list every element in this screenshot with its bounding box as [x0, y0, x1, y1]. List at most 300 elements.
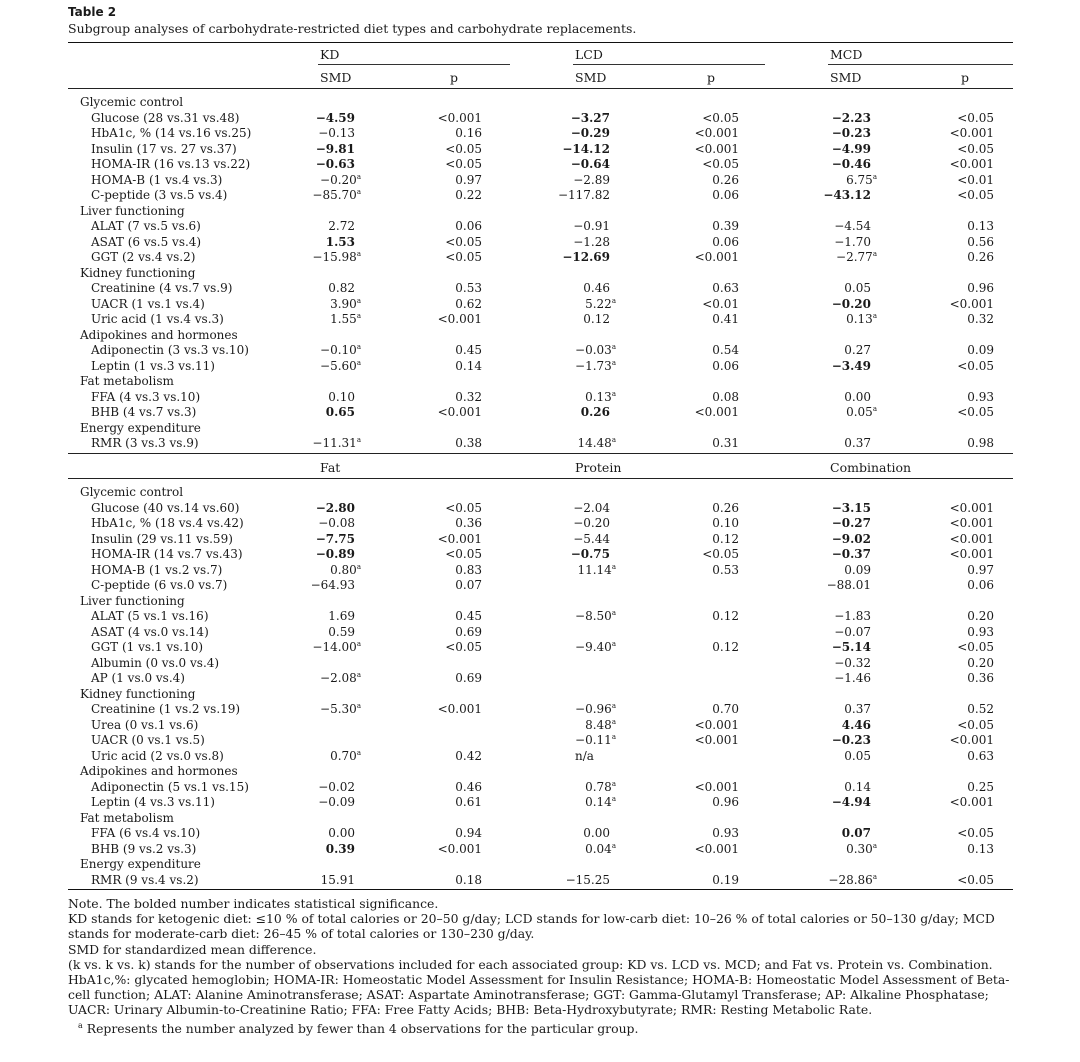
- p-value: 0.63: [967, 748, 994, 763]
- smd-value: −9.81: [315, 141, 355, 156]
- smd-value: −9.40$^a$: [575, 640, 616, 654]
- footnote-marker: a: [611, 436, 616, 444]
- row-label: HbA1c, % (18 vs.4 vs.42): [91, 516, 244, 530]
- section-heading: Energy expenditure: [80, 420, 201, 435]
- row-label: Creatinine (1 vs.2 vs.19): [91, 702, 241, 716]
- smd-value: 0.37: [844, 436, 871, 450]
- note-observation-counts: (k vs. k vs. k) stands for the number of observations included for each associated group: KD vs. LCD vs. MCD; and Fat vs. Protein vs. Combination.: [68, 956, 993, 972]
- p-value: 0.39: [712, 219, 739, 233]
- p-value: 0.18: [455, 872, 482, 887]
- p-value: 0.56: [967, 234, 994, 249]
- p-value: 0.96: [712, 795, 739, 809]
- p-value: <0.05: [445, 157, 482, 171]
- smd-value: 1.69: [328, 609, 355, 623]
- p-value: 0.22: [455, 188, 482, 202]
- row-label: Adiponectin (3 vs.3 vs.10): [91, 343, 249, 357]
- row-label: FFA (4 vs.3 vs.10): [91, 389, 201, 404]
- p-value: <0.05: [445, 234, 482, 249]
- smd-value: −9.02: [831, 531, 871, 546]
- row-label: HOMA-B (1 vs.4 vs.3): [91, 172, 223, 187]
- row-label: HbA1c, % (14 vs.16 vs.25): [91, 126, 252, 140]
- p-value: 0.06: [967, 578, 994, 592]
- p-value: <0.001: [437, 841, 482, 856]
- p-value: <0.001: [949, 795, 994, 809]
- footnote-a: [68, 1018, 1014, 1036]
- smd-value: −1.70: [834, 234, 871, 249]
- smd-value: 0.26: [580, 405, 610, 419]
- p-value: 0.70: [712, 702, 739, 716]
- footnote-marker: a: [872, 872, 877, 881]
- smd-value: −0.07: [834, 624, 871, 639]
- p-value: 0.62: [455, 296, 482, 311]
- smd-value: n/a: [575, 748, 594, 763]
- p-value: <0.05: [957, 188, 994, 202]
- mid-rule: [68, 453, 1013, 454]
- row-label: Glucose (40 vs.14 vs.60): [91, 500, 240, 515]
- smd-value: −0.46: [831, 157, 871, 171]
- footnote-marker: a: [356, 296, 361, 305]
- p-value: 0.13: [967, 219, 994, 233]
- note-bold: Note. The bolded number indicates statistical significance.: [68, 896, 439, 911]
- smd-value: −0.29: [570, 126, 610, 140]
- p-value: <0.05: [957, 717, 994, 732]
- group-header-fat: Fat: [320, 460, 341, 475]
- p-value: 0.06: [712, 358, 739, 373]
- group-header-mcd: MCD: [830, 47, 863, 62]
- col-label-smd: SMD: [575, 70, 607, 85]
- p-value: <0.05: [957, 405, 994, 419]
- group-rule-kd: [318, 64, 510, 65]
- row-label: BHB (9 vs.2 vs.3): [91, 841, 197, 856]
- row-label: UACR (1 vs.1 vs.4): [91, 296, 205, 311]
- p-value: <0.05: [957, 872, 994, 887]
- smd-value: 1.53: [325, 234, 355, 249]
- p-value: <0.001: [694, 141, 739, 156]
- footnote-marker: a: [356, 671, 361, 679]
- smd-value: 8.48$^a$: [585, 717, 616, 732]
- p-value: <0.001: [949, 733, 994, 747]
- smd-value: −0.96$^a$: [575, 702, 616, 716]
- footnote-marker: a: [356, 172, 361, 181]
- row-label: ASAT (4 vs.0 vs.14): [91, 624, 209, 639]
- smd-value: −0.64: [570, 157, 610, 171]
- p-value: 0.36: [967, 671, 994, 685]
- p-value: 0.06: [712, 234, 739, 249]
- row-label: Albumin (0 vs.0 vs.4): [91, 655, 220, 670]
- p-value: <0.01: [702, 296, 739, 311]
- p-value: 0.53: [712, 562, 739, 577]
- footnote-marker: a: [872, 250, 877, 258]
- p-value: <0.05: [445, 500, 482, 515]
- row-label: GGT (2 vs.4 vs.2): [91, 250, 196, 264]
- row-label: GGT (1 vs.1 vs.10): [91, 640, 204, 654]
- row-label: Insulin (29 vs.11 vs.59): [91, 531, 233, 546]
- group-header-protein: Protein: [575, 460, 622, 475]
- p-value: 0.16: [455, 126, 482, 140]
- footnote-marker: a: [78, 1020, 83, 1030]
- footnote-marker: a: [611, 733, 616, 741]
- smd-value: −1.73$^a$: [575, 358, 616, 373]
- smd-value: −3.27: [570, 110, 610, 125]
- smd-value: −88.01: [826, 578, 871, 592]
- group-header-combination: Combination: [830, 460, 912, 475]
- smd-value: 0.59: [328, 624, 355, 639]
- row-label: Urea (0 vs.1 vs.6): [91, 717, 199, 732]
- table-caption: Subgroup analyses of carbohydrate-restricted diet types and carbohydrate replacements.: [68, 21, 637, 36]
- smd-value: 0.70$^a$: [330, 748, 361, 763]
- p-value: 0.13: [967, 841, 994, 856]
- row-label: AP (1 vs.0 vs.4): [91, 671, 185, 685]
- smd-value: −0.89: [315, 547, 355, 561]
- smd-value: 0.65: [325, 405, 355, 419]
- smd-value: 14.48$^a$: [577, 436, 616, 450]
- p-value: <0.001: [949, 157, 994, 171]
- smd-value: −7.75: [315, 531, 355, 546]
- smd-value: −4.54: [834, 219, 871, 233]
- smd-value: −43.12: [823, 188, 871, 202]
- smd-value: 0.07: [841, 826, 871, 840]
- section-heading: Fat metabolism: [80, 374, 174, 388]
- p-value: <0.001: [949, 500, 994, 515]
- group-header-kd: KD: [320, 47, 340, 62]
- smd-value: −12.69: [562, 250, 610, 264]
- table-notes: [68, 896, 1014, 1036]
- row-label: Insulin (17 vs. 27 vs.37): [91, 141, 237, 156]
- col-label-smd: SMD: [320, 70, 352, 85]
- col-label-p: p: [450, 70, 459, 85]
- row-label: RMR (9 vs.4 vs.2): [91, 872, 199, 887]
- p-value: <0.001: [949, 547, 994, 561]
- smd-value: 2.72: [328, 219, 355, 233]
- row-label: Glucose (28 vs.31 vs.48): [91, 110, 240, 125]
- smd-value: −64.93: [310, 578, 355, 592]
- smd-value: −1.28: [573, 234, 610, 249]
- smd-value: −28.86$^a$: [828, 872, 877, 887]
- footnote-marker: a: [356, 358, 361, 367]
- col-label-p: p: [961, 70, 970, 85]
- section-heading: Energy expenditure: [80, 857, 201, 871]
- smd-value: −0.09: [318, 795, 355, 809]
- footnote-marker: a: [356, 188, 361, 196]
- row-label: Uric acid (1 vs.4 vs.3): [91, 312, 224, 326]
- p-value: 0.26: [967, 250, 994, 264]
- smd-value: −0.91: [573, 219, 610, 233]
- p-value: <0.001: [694, 250, 739, 264]
- smd-value: 1.55$^a$: [330, 312, 361, 326]
- row-label: Adiponectin (5 vs.1 vs.15): [91, 779, 249, 794]
- footnote-marker: a: [872, 405, 877, 413]
- smd-value: −5.30$^a$: [320, 702, 361, 716]
- p-value: 0.53: [455, 281, 482, 295]
- section-heading: Fat metabolism: [80, 810, 174, 825]
- p-value: 0.12: [712, 640, 739, 654]
- p-value: <0.001: [694, 717, 739, 732]
- footnote-marker: a: [611, 717, 616, 726]
- section-heading: Adipokines and hormones: [80, 327, 238, 342]
- row-label: ALAT (7 vs.5 vs.6): [91, 219, 201, 233]
- smd-value: −2.04: [573, 500, 610, 515]
- smd-value: −15.25: [565, 872, 610, 887]
- table-title: Table 2: [68, 5, 117, 19]
- smd-value: −14.00$^a$: [312, 640, 361, 654]
- footnote-marker: a: [356, 748, 361, 757]
- p-value: 0.93: [967, 389, 994, 404]
- row-label: C-peptide (6 vs.0 vs.7): [91, 578, 228, 592]
- p-value: <0.001: [437, 531, 482, 546]
- smd-value: 0.05$^a$: [846, 405, 877, 419]
- smd-value: −0.37: [831, 547, 871, 561]
- footnote-marker: a: [611, 358, 616, 367]
- smd-value: −2.80: [315, 500, 355, 515]
- p-value: 0.54: [712, 343, 739, 357]
- row-label: ASAT (6 vs.5 vs.4): [91, 234, 202, 249]
- row-label: Uric acid (2 vs.0 vs.8): [91, 748, 224, 763]
- p-value: <0.05: [445, 547, 482, 561]
- smd-value: −117.82: [557, 188, 610, 202]
- col-label-smd: SMD: [830, 70, 862, 85]
- p-value: 0.32: [455, 389, 482, 404]
- footnote-marker: a: [611, 296, 616, 305]
- p-value: <0.001: [437, 405, 482, 419]
- smd-value: 0.14$^a$: [585, 795, 616, 809]
- p-value: 0.06: [455, 219, 482, 233]
- p-value: 0.94: [455, 826, 482, 840]
- p-value: <0.05: [445, 141, 482, 156]
- smd-value: −0.20: [573, 516, 610, 530]
- smd-value: 0.80$^a$: [330, 562, 361, 577]
- smd-value: −0.32: [834, 655, 871, 670]
- top-rule: [68, 42, 1013, 43]
- footnote-marker: a: [356, 702, 361, 710]
- smd-value: 0.14: [844, 779, 871, 794]
- header-rule: [68, 88, 1013, 89]
- smd-value: −4.59: [315, 110, 355, 125]
- p-value: 0.98: [967, 436, 994, 450]
- smd-value: −2.89: [573, 172, 610, 187]
- row-label: BHB (4 vs.7 vs.3): [91, 405, 197, 419]
- smd-value: −3.49: [831, 358, 871, 373]
- footnote-marker: a: [356, 312, 361, 320]
- smd-value: −3.15: [831, 500, 871, 515]
- group-header-lcd: LCD: [575, 47, 603, 62]
- footnote-marker: a: [611, 841, 616, 850]
- footnote-marker: a: [872, 841, 877, 850]
- p-value: <0.05: [702, 547, 739, 561]
- footnote-marker: a: [872, 312, 877, 320]
- p-value: 0.69: [455, 671, 482, 685]
- p-value: 0.26: [712, 172, 739, 187]
- section-heading: Kidney functioning: [80, 686, 196, 701]
- group-rule-lcd: [573, 64, 765, 65]
- p-value: 0.31: [712, 436, 739, 450]
- footnote-marker: a: [611, 702, 616, 710]
- footnote-marker: a: [356, 250, 361, 258]
- smd-value: −2.08$^a$: [320, 671, 361, 685]
- panel2-header-rule: [68, 478, 1013, 479]
- p-value: 0.83: [455, 562, 482, 577]
- p-value: 0.20: [967, 655, 994, 670]
- footnote-marker: a: [611, 389, 616, 398]
- footnote-marker: a: [356, 640, 361, 648]
- p-value: 0.93: [967, 624, 994, 639]
- row-label: HOMA-IR (16 vs.13 vs.22): [91, 157, 251, 171]
- p-value: <0.001: [437, 312, 482, 326]
- row-label: HOMA-B (1 vs.2 vs.7): [91, 562, 223, 577]
- smd-value: 0.05: [844, 281, 871, 295]
- note-abbreviations: HbA1c,%: glycated hemoglobin; HOMA-IR: Homeostatic Model Assessment for Insulin Resistance; HOMA-B: Homeostatic Model Assessment of Beta-cell function; ALAT: Alanine Aminotransferase; ASAT: Aspartate Aminotransferase; GGT: Gamma-Glutamyl Transferase; AP: Alkaline Phosphatase; UACR: Urinary Albumin-to-Creatinine Ratio; FFA: Free Fatty Acids; BHB: Beta-Hydroxybutyrate; RMR: Resting Metabolic Rate.: [68, 972, 1010, 1018]
- p-value: 0.52: [967, 702, 994, 716]
- p-value: <0.05: [702, 157, 739, 171]
- p-value: 0.36: [455, 516, 482, 530]
- smd-value: −5.14: [831, 640, 871, 654]
- footnote-marker: a: [611, 609, 616, 617]
- smd-value: −2.23: [831, 110, 871, 125]
- smd-value: 0.00: [583, 826, 610, 840]
- p-value: 0.07: [455, 578, 482, 592]
- p-value: <0.001: [949, 126, 994, 140]
- p-value: 0.14: [455, 358, 482, 373]
- footnote-marker: a: [611, 343, 616, 351]
- p-value: 0.46: [455, 779, 482, 794]
- p-value: <0.001: [949, 296, 994, 311]
- p-value: <0.05: [445, 250, 482, 264]
- smd-value: −0.20$^a$: [320, 172, 361, 187]
- smd-value: −4.99: [831, 141, 871, 156]
- smd-value: 4.46: [841, 717, 871, 732]
- p-value: <0.001: [949, 531, 994, 546]
- footnote-text: Represents the number analyzed by fewer than 4 observations for the particular group.: [86, 1020, 639, 1036]
- row-label: Leptin (4 vs.3 vs.11): [91, 795, 215, 809]
- smd-value: −8.50$^a$: [575, 609, 616, 623]
- p-value: 0.97: [967, 562, 994, 577]
- smd-value: 0.09: [844, 562, 871, 577]
- p-value: <0.05: [702, 110, 739, 125]
- smd-value: −0.10$^a$: [320, 343, 361, 357]
- p-value: <0.05: [445, 640, 482, 654]
- p-value: <0.001: [437, 110, 482, 125]
- p-value: 0.09: [967, 343, 994, 357]
- col-label-p: p: [707, 70, 716, 85]
- smd-value: 0.04$^a$: [585, 841, 616, 856]
- section-heading: Liver functioning: [80, 593, 185, 608]
- smd-value: 0.37: [844, 702, 871, 716]
- smd-value: 0.10: [328, 389, 355, 404]
- smd-value: −4.94: [831, 795, 871, 809]
- smd-value: −0.13: [318, 126, 355, 140]
- p-value: 0.20: [967, 609, 994, 623]
- row-label: RMR (3 vs.3 vs.9): [91, 436, 199, 450]
- footnote-marker: a: [611, 640, 616, 648]
- smd-value: −0.02: [318, 779, 355, 794]
- footnote-marker: a: [356, 436, 361, 444]
- footnote-marker: a: [611, 562, 616, 571]
- section-heading: Adipokines and hormones: [80, 764, 238, 778]
- p-value: 0.38: [455, 436, 482, 450]
- section-heading: Glycemic control: [80, 485, 184, 499]
- note-smd: SMD for standardized mean difference.: [68, 941, 317, 957]
- smd-value: 0.30$^a$: [846, 841, 877, 856]
- smd-value: −1.46: [834, 671, 871, 685]
- footnote-marker: a: [611, 779, 616, 788]
- p-value: 0.96: [967, 281, 994, 295]
- smd-value: −0.03$^a$: [575, 343, 616, 357]
- p-value: 0.25: [967, 779, 994, 794]
- footnote-marker: a: [356, 562, 361, 571]
- footnote-marker: a: [356, 343, 361, 351]
- smd-value: 0.00: [328, 826, 355, 840]
- section-heading: Liver functioning: [80, 203, 185, 218]
- p-value: 0.63: [712, 281, 739, 295]
- smd-value: −0.08: [318, 516, 355, 530]
- bottom-rule: [68, 889, 1013, 890]
- smd-value: 15.91: [320, 872, 355, 887]
- p-value: 0.12: [712, 531, 739, 546]
- smd-value: 0.39: [325, 841, 355, 856]
- p-value: 0.19: [712, 872, 739, 887]
- smd-value: 5.22$^a$: [585, 296, 616, 311]
- row-label: C-peptide (3 vs.5 vs.4): [91, 188, 228, 202]
- p-value: 0.32: [967, 312, 994, 326]
- smd-value: −5.60$^a$: [320, 358, 361, 373]
- p-value: <0.001: [694, 126, 739, 140]
- p-value: 0.61: [455, 795, 482, 809]
- p-value: <0.001: [694, 779, 739, 794]
- row-label: HOMA-IR (14 vs.7 vs.43): [91, 547, 243, 561]
- smd-value: 11.14$^a$: [577, 562, 616, 577]
- p-value: 0.45: [455, 609, 482, 623]
- smd-value: −0.75: [570, 547, 610, 561]
- p-value: 0.26: [712, 500, 739, 515]
- p-value: <0.001: [694, 841, 739, 856]
- section-heading: Kidney functioning: [80, 265, 196, 280]
- p-value: 0.93: [712, 826, 739, 840]
- p-value: <0.05: [957, 110, 994, 125]
- p-value: <0.05: [957, 358, 994, 373]
- smd-value: 0.82: [328, 281, 355, 295]
- p-value: 0.08: [712, 389, 739, 404]
- row-label: Creatinine (4 vs.7 vs.9): [91, 281, 233, 295]
- p-value: <0.001: [949, 516, 994, 530]
- p-value: <0.001: [694, 405, 739, 419]
- p-value: 0.69: [455, 624, 482, 639]
- smd-value: 0.05: [844, 748, 871, 763]
- smd-value: 0.46: [583, 281, 610, 295]
- p-value: <0.001: [437, 702, 482, 716]
- smd-value: −0.20: [831, 296, 871, 311]
- smd-value: −2.77$^a$: [836, 250, 877, 264]
- smd-value: −14.12: [562, 141, 610, 156]
- note-diet-definitions: KD stands for ketogenic diet: ≤10 % of total calories or 20–50 g/day; LCD stands for low-carb diet: 10–26 % of total calories or 50–130 g/day; MCD stands for moderate-carb diet: 26–45 % of total calories or 130–230 g/day.: [68, 911, 995, 942]
- smd-value: 0.13$^a$: [585, 389, 616, 404]
- footnote-marker: a: [872, 172, 877, 181]
- smd-value: −0.11$^a$: [575, 733, 616, 747]
- smd-value: −0.23: [831, 733, 871, 747]
- row-label: FFA (6 vs.4 vs.10): [91, 826, 201, 840]
- smd-value: −0.27: [831, 516, 871, 530]
- row-label: UACR (0 vs.1 vs.5): [91, 733, 205, 747]
- p-value: <0.05: [957, 141, 994, 156]
- p-value: 0.10: [712, 516, 739, 530]
- p-value: <0.01: [957, 172, 994, 187]
- row-label: ALAT (5 vs.1 vs.16): [91, 609, 209, 623]
- row-label: Leptin (1 vs.3 vs.11): [91, 358, 215, 373]
- smd-value: −11.31$^a$: [312, 436, 361, 450]
- smd-value: −5.44: [573, 531, 610, 546]
- section-heading: Glycemic control: [80, 95, 184, 109]
- smd-value: 0.12: [583, 312, 610, 326]
- group-rule-mcd: [828, 64, 1013, 65]
- smd-value: −15.98$^a$: [312, 250, 361, 264]
